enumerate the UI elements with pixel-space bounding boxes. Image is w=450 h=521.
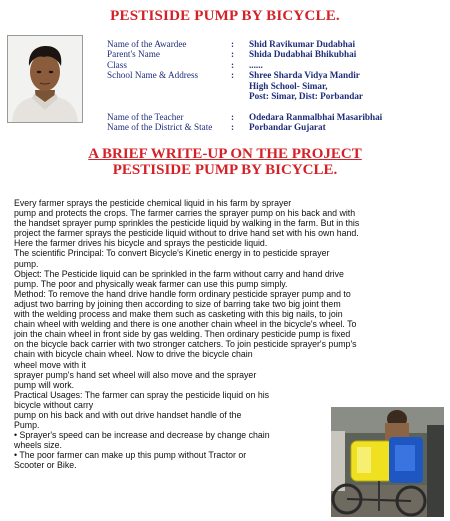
body-line: wheels size. [14, 440, 62, 451]
body-line: Pump. [14, 420, 40, 431]
info-label: Name of the Teacher [107, 111, 184, 122]
body-line: chain with bicycle chain wheel. Now to drive the bicycle chain [14, 349, 253, 360]
awardee-photo [7, 35, 83, 123]
body-line: project the farmer sprays the pesticide liquid without to drive hand set with his own hand. [14, 228, 359, 239]
body-line: Object: The Pesticide liquid can be sprinkled in the farm without carry and hand drive [14, 268, 344, 279]
info-label: Class [107, 59, 127, 70]
info-value: ...... [249, 59, 263, 70]
body-line: Method: To remove the hand drive handle form ordinary pesticide sprayer pump and to [14, 288, 351, 299]
body-line: Scooter or Bike. [14, 460, 77, 471]
info-value: High School- Simar, [249, 80, 328, 91]
info-value: Shid Ravikumar Dudabhai [249, 39, 356, 49]
info-label: School Name & Address [107, 70, 199, 81]
info-colon: : [231, 49, 235, 60]
project-photo [331, 407, 444, 517]
info-colon: : [231, 39, 235, 49]
info-colon: : [231, 59, 235, 70]
info-colon: : [231, 122, 235, 133]
body-line: pump. [14, 258, 39, 269]
info-value: Shree Sharda Vidya Mandir [249, 70, 360, 81]
body-line: sprayer pump's hand set wheel will also move and the sprayer [14, 369, 257, 380]
info-value: Post: Simar, Dist: Porbandar [249, 90, 363, 101]
info-label: Name of the Awardee [107, 39, 187, 49]
body-line: Every farmer sprays the pesticide chemical liquid in his farm by sprayer [14, 198, 292, 208]
body-line: Practical Usages: The farmer can spray the pesticide liquid on his [14, 389, 270, 400]
writeup-heading: A BRIEF WRITE-UP ON THE PROJECT [88, 146, 362, 162]
info-value: Odedara Ranmalbhai Masaribhai [249, 111, 383, 122]
body-line: with the welding process and make them such as casketing with this big nails, to join [14, 309, 343, 320]
info-value: Shida Dudabhai Bhikubhai [249, 49, 357, 60]
body-line: • The poor farmer can make up this pump without Tractor or [14, 450, 247, 461]
body-line: pump. The poor and physically weak farmer can use this pump simply. [14, 278, 288, 289]
page-title: PESTISIDE PUMP BY BICYCLE. [110, 8, 340, 24]
body-line: adjust two barring by joining then according to size of barring take two big joint them [14, 298, 341, 309]
info-value: Porbandar Gujarat [249, 122, 326, 133]
info-label: Name of the District & State [107, 122, 213, 133]
body-line: The scientific Principal: To convert Bicycle's Kinetic energy in to pesticide sprayer [14, 248, 330, 259]
body-line: pump will work. [14, 379, 75, 390]
info-colon: : [231, 111, 235, 122]
body-line: Here the farmer drives his bicycle and sprays the pesticide liquid. [14, 238, 268, 249]
body-line: pump on his back and with out drive handset handle of the [14, 409, 242, 420]
body-line: wheel move with it [14, 359, 86, 370]
writeup-subheading: PESTISIDE PUMP BY BICYCLE. [112, 162, 338, 178]
body-line: pump and protects the crops. The farmer carries the sprayer pump on his back and with [14, 208, 356, 219]
body-line: join the chain wheel in front side by gas welding. Then ordinary pesticide pump is fixed [14, 329, 351, 340]
body-line: chain wheel with welding and there is one another chain wheel in the bicycle's wheel. To [14, 319, 357, 330]
body-line: on the bicycle back carrier with two stronger catchers. To join pesticide sprayer's pump's [14, 339, 357, 350]
body-line: • Sprayer's speed can be increase and decrease by change chain [14, 430, 270, 441]
info-label: Parent's Name [107, 49, 160, 60]
body-line: bicycle without carry [14, 399, 94, 410]
info-colon: : [231, 70, 235, 81]
body-line: the handset sprayer pump sprinkles the pesticide liquid by walking in the farm. But in this [14, 218, 360, 229]
